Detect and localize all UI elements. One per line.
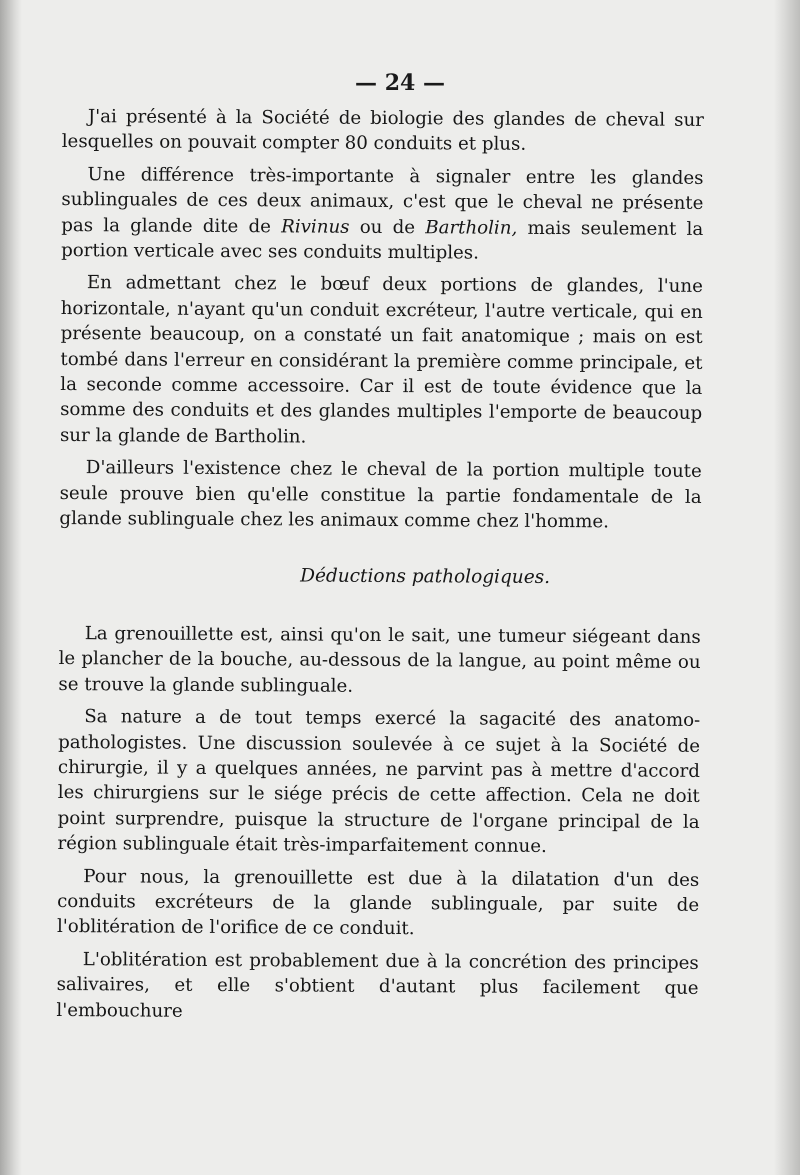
- page-number: — 24 —: [355, 70, 445, 96]
- paragraph: La grenouillette est, ainsi qu'on le sait, une tumeur siégeant dans le plancher de la bouche, au-dessous de la langue, au point même ou se trouve la glande sublinguale.: [58, 623, 701, 697]
- paragraph: L'oblitération est probablement due à la concrétion des principes salivaires, et elle s'obtient d'autant plus facilement que l'embouchure: [56, 948, 699, 1022]
- paragraph: [61, 162, 704, 268]
- paragraph: En admettant chez le bœuf deux portions de glandes, l'une horizontale, n'ayant qu'un conduit excréteur, l'autre verticale, qui en présente beaucoup, on a constaté un fait anatomique ; mais on est tombé dans l'erreur en considérant la première comme principale, et la seconde comme accessoire. Car il est de toute évidence que la somme des conduits et des glandes multiples l'emporte de beaucoup sur la glande de Bartholin.: [59, 272, 703, 448]
- italic-name: Rivinus: [281, 215, 350, 238]
- paragraph: Sa nature a de tout temps exercé la sagacité des anatomo-pathologistes. Une discussion soulevée à ce sujet à la Société de chirurgie, il y a quelques années, ne parvint pas à mettre d'accord les chirurgiens sur le siége précis de cette affection. Cela ne doit point surprendre, puisque la structure de l'organe principal de la région sublinguale était très-imparfaitement connue.: [57, 706, 701, 858]
- paragraph: Pour nous, la grenouillette est due à la dilatation d'un des conduits excréteurs de la glande sublinguale, par suite de l'oblitération de l'orifice de ce conduit.: [56, 865, 700, 940]
- paragraph-text: Une différence très-importante à signaler entre les glandes sublinguales de ces deux animaux, c'est que le cheval ne présente pas la glande dite de: [61, 163, 704, 237]
- paragraph: J'ai présenté à la Société de biologie des glandes de cheval sur lesquelles on pouvait compter 80 conduits et plus.: [61, 106, 704, 156]
- page-gutter-shadow: [0, 0, 22, 1175]
- paragraph: D'ailleurs l'existence chez le cheval de la portion multiple toute seule prouve bien qu'elle constitue la partie fondamentale de la glande sublinguale chez les animaux comme chez l'homme.: [59, 457, 702, 533]
- section-heading: [59, 561, 701, 590]
- section-heading-text: Déductions pathologiques.: [300, 564, 551, 588]
- body-text: [56, 104, 704, 1034]
- paragraph-text: ou de: [349, 216, 426, 238]
- page-edge-shadow: [774, 0, 800, 1175]
- paragraph-text: mais seulement la portion verticale avec ses conduits multiples.: [61, 217, 704, 264]
- italic-name: Bartholin,: [425, 216, 518, 239]
